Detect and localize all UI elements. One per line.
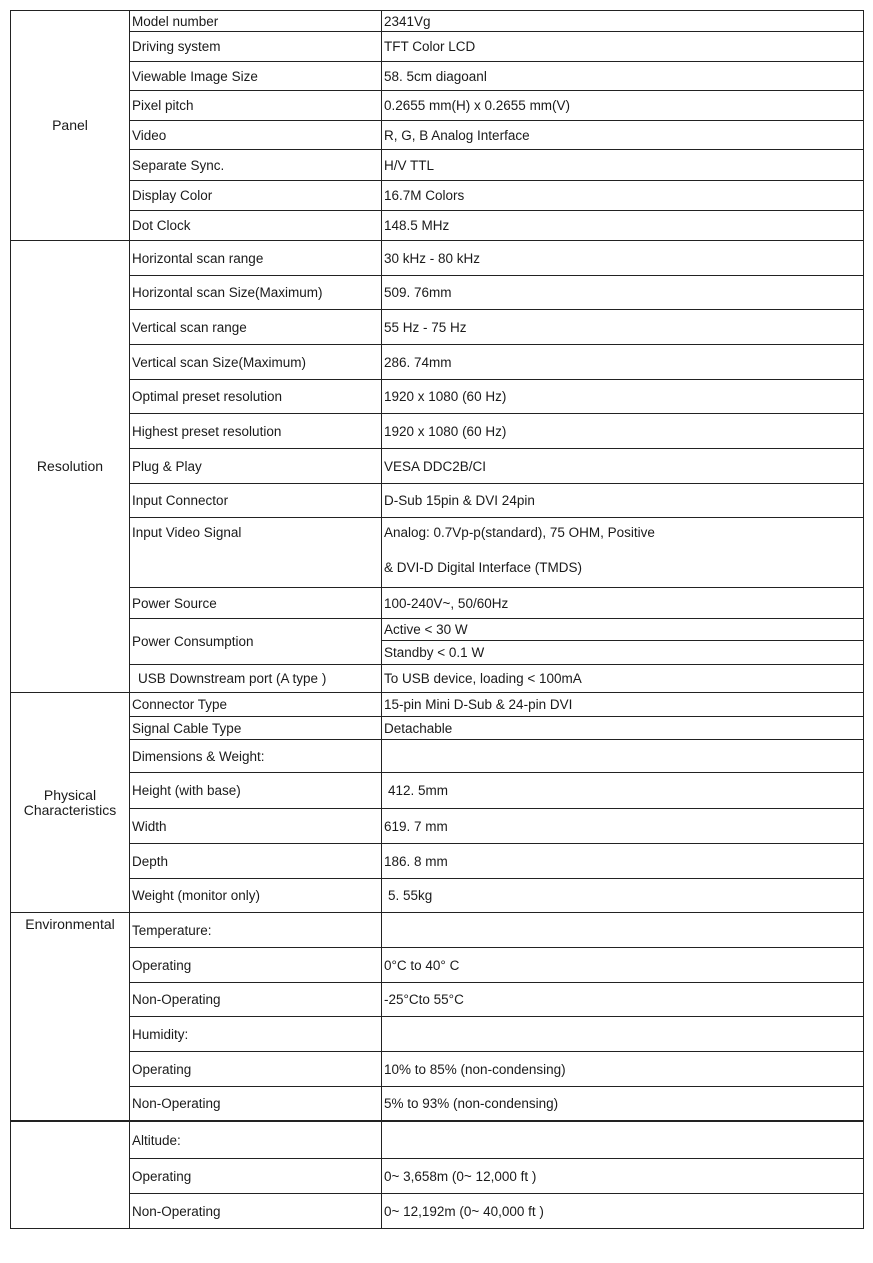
table-row <box>11 449 864 484</box>
row-value: 0~ 12,192m (0~ 40,000 ft ) <box>382 1194 864 1229</box>
row-label: Optimal preset resolution <box>130 380 382 414</box>
altitude-category <box>11 1122 130 1229</box>
row-label: Pixel pitch <box>130 91 382 121</box>
row-label: Plug & Play <box>130 449 382 484</box>
table-row <box>11 844 864 879</box>
row-value-line1: Analog: 0.7Vp-p(standard), 75 OHM, Positive <box>384 525 655 540</box>
row-value: 0.2655 mm(H) x 0.2655 mm(V) <box>382 91 864 121</box>
row-label: Dimensions & Weight: <box>130 740 382 773</box>
row-label: Depth <box>130 844 382 879</box>
row-value <box>382 913 864 948</box>
row-label: Non-Operating <box>130 1087 382 1121</box>
table-row <box>11 913 864 948</box>
row-label: Height (with base) <box>130 773 382 809</box>
table-row <box>11 11 864 32</box>
row-value: H/V TTL <box>382 150 864 181</box>
table-row <box>11 181 864 211</box>
row-value: 148.5 MHz <box>382 211 864 241</box>
table-row <box>11 665 864 693</box>
row-label: Operating <box>130 1159 382 1194</box>
table-row <box>11 809 864 844</box>
row-value-multiline <box>382 518 864 588</box>
row-value: 5% to 93% (non-condensing) <box>382 1087 864 1121</box>
section-physical-category: Physical Characteristics <box>11 693 130 913</box>
row-value: 100-240V~, 50/60Hz <box>382 588 864 619</box>
row-label: Signal Cable Type <box>130 717 382 740</box>
row-value: Active < 30 W <box>382 619 864 641</box>
row-label: Horizontal scan Size(Maximum) <box>130 276 382 310</box>
row-label: Non-Operating <box>130 1194 382 1229</box>
row-value: R, G, B Analog Interface <box>382 121 864 150</box>
row-label: Highest preset resolution <box>130 414 382 449</box>
row-value: 1920 x 1080 (60 Hz) <box>382 414 864 449</box>
row-value: Detachable <box>382 717 864 740</box>
table-row <box>11 619 864 641</box>
row-value: 286. 74mm <box>382 345 864 380</box>
altitude-table <box>10 1121 864 1229</box>
row-value: 0°C to 40° C <box>382 948 864 983</box>
table-row <box>11 588 864 619</box>
row-value: To USB device, loading < 100mA <box>382 665 864 693</box>
row-value <box>382 1017 864 1052</box>
row-value: 186. 8 mm <box>382 844 864 879</box>
row-value: 619. 7 mm <box>382 809 864 844</box>
row-value: TFT Color LCD <box>382 32 864 62</box>
row-label: Width <box>130 809 382 844</box>
row-label: Input Connector <box>130 484 382 518</box>
row-value: 0~ 3,658m (0~ 12,000 ft ) <box>382 1159 864 1194</box>
section-resolution-category: Resolution <box>11 241 130 693</box>
table-row <box>11 740 864 773</box>
row-value <box>382 1122 864 1159</box>
row-label: Vertical scan Size(Maximum) <box>130 345 382 380</box>
table-row <box>11 62 864 91</box>
row-value <box>382 740 864 773</box>
table-row <box>11 773 864 809</box>
row-value: 412. 5mm <box>382 773 864 809</box>
row-label: Weight (monitor only) <box>130 879 382 913</box>
row-value: 1920 x 1080 (60 Hz) <box>382 380 864 414</box>
row-value: -25°Cto 55°C <box>382 983 864 1017</box>
row-value: 15-pin Mini D-Sub & 24-pin DVI <box>382 693 864 717</box>
table-row <box>11 693 864 717</box>
row-label: Input Video Signal <box>130 518 382 588</box>
table-row <box>11 983 864 1017</box>
table-row <box>11 948 864 983</box>
row-label: USB Downstream port (A type ) <box>130 665 382 693</box>
row-value: 509. 76mm <box>382 276 864 310</box>
row-label: Altitude: <box>130 1122 382 1159</box>
row-label: Model number <box>130 11 382 32</box>
table-row <box>11 1087 864 1121</box>
row-label: Horizontal scan range <box>130 241 382 276</box>
row-label: Separate Sync. <box>130 150 382 181</box>
table-row <box>11 276 864 310</box>
table-row <box>11 1159 864 1194</box>
row-value-line2: & DVI-D Digital Interface (TMDS) <box>384 560 583 575</box>
row-label: Humidity: <box>130 1017 382 1052</box>
row-label: Video <box>130 121 382 150</box>
section-environmental-category: Environmental <box>11 913 130 1121</box>
row-label: Display Color <box>130 181 382 211</box>
table-row <box>11 211 864 241</box>
row-label: Power Source <box>130 588 382 619</box>
row-value: 10% to 85% (non-condensing) <box>382 1052 864 1087</box>
specifications-table <box>10 10 864 1121</box>
row-value: 55 Hz - 75 Hz <box>382 310 864 345</box>
row-label: Dot Clock <box>130 211 382 241</box>
table-row <box>11 1017 864 1052</box>
row-value: 58. 5cm diagoanl <box>382 62 864 91</box>
row-value: VESA DDC2B/CI <box>382 449 864 484</box>
table-row <box>11 1194 864 1229</box>
row-label: Operating <box>130 948 382 983</box>
row-label: Vertical scan range <box>130 310 382 345</box>
table-row <box>11 717 864 740</box>
row-label: Operating <box>130 1052 382 1087</box>
table-row <box>11 241 864 276</box>
row-label: Viewable Image Size <box>130 62 382 91</box>
row-value: 30 kHz - 80 kHz <box>382 241 864 276</box>
row-label: Power Consumption <box>130 619 382 665</box>
table-row <box>11 121 864 150</box>
table-row <box>11 518 864 588</box>
table-row <box>11 484 864 518</box>
row-label: Driving system <box>130 32 382 62</box>
row-value: D-Sub 15pin & DVI 24pin <box>382 484 864 518</box>
table-row <box>11 380 864 414</box>
table-row <box>11 879 864 913</box>
table-row <box>11 91 864 121</box>
table-row <box>11 150 864 181</box>
row-label: Temperature: <box>130 913 382 948</box>
table-row <box>11 310 864 345</box>
row-value: 5. 55kg <box>382 879 864 913</box>
row-value: 2341Vg <box>382 11 864 32</box>
section-panel-category: Panel <box>11 11 130 241</box>
table-row <box>11 1122 864 1159</box>
row-label: Non-Operating <box>130 983 382 1017</box>
row-value: 16.7M Colors <box>382 181 864 211</box>
table-row <box>11 414 864 449</box>
table-row <box>11 345 864 380</box>
table-row <box>11 32 864 62</box>
row-label: Connector Type <box>130 693 382 717</box>
row-value: Standby < 0.1 W <box>382 641 864 665</box>
table-row <box>11 1052 864 1087</box>
